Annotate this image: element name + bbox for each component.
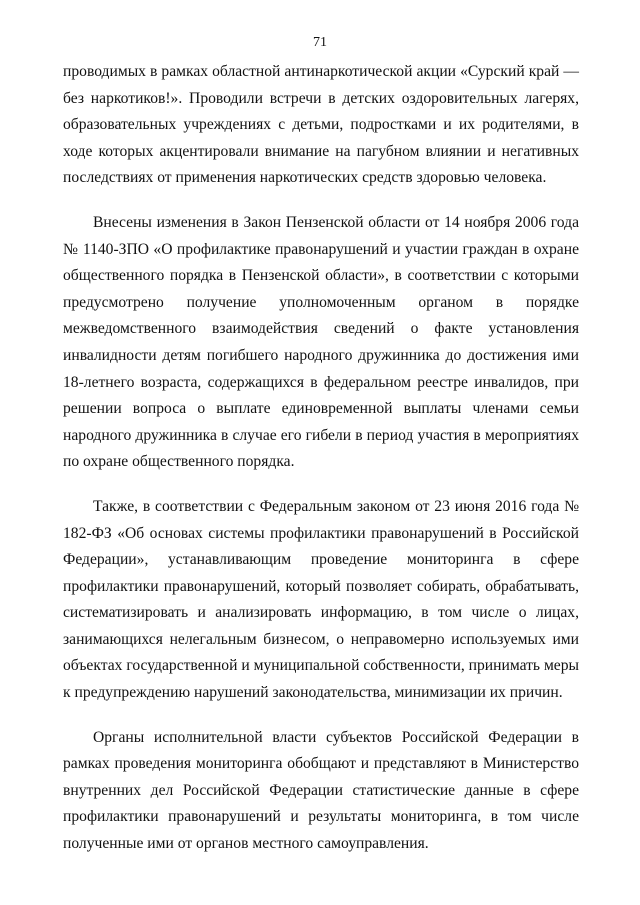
paragraph-law-amendments: Внесены изменения в Закон Пензенской области от 14 ноября 2006 года № 1140-ЗПО «О профилактике правонарушений и участии граждан в охране общественного порядка в Пензенской области», в соответствии с которыми предусмотрено получение уполномоченным органом в порядке межведомственного взаимодействия сведений о факте установления инвалидности детям погибшего народного дружинника до достижения ими 18-летнего возраста, содержащихся в федеральном реестре инвалидов, при решении вопроса о выплате единовременной выплаты членами семьи народного дружинника в случае его гибели в период участия в мероприятиях по охране общественного порядка. [63,213,579,471]
paragraph-executive-bodies: Органы исполнительной власти субъектов Российской Федерации в рамках проведения мониторинга обобщают и представляют в Министерство внутренних дел Российской Федерации статистические данные в сфере профилактики правонарушений и результаты мониторинга, в том числе полученные ими от органов местного самоуправления. [63,728,579,853]
page-number: 71 [313,35,327,50]
paragraph-gap [63,707,579,725]
paragraph-gap [63,192,579,210]
paragraph-gap [63,476,579,494]
document-body [63,59,579,858]
paragraph-federal-law: Также, в соответствии с Федеральным законом от 23 июня 2016 года № 182-ФЗ «Об основах системы профилактики правонарушений в Российской Федерации», устанавливающим проведение мониторинга в сфере профилактики правонарушений, который позволяет собирать, обрабатывать, систематизировать и анализировать информацию, в том числе о лицах, занимающихся нелегальным бизнесом, о неправомерно используемых ими объектах государственной и муниципальной собственности, принимать меры к предупреждению нарушений законодательства, минимизации их причин. [63,497,580,702]
paragraph-continuation: проводимых в рамках областной антинаркотической акции «Сурский край — без наркотиков!». Проводили встречи в детских оздоровительных лагерях, образовательных учреждениях с детьми, подростками и их родителями, в ходе которых акцентировали внимание на пагубном влиянии и негативных последствиях от применения наркотических средств здоровью человека. [63,63,579,187]
